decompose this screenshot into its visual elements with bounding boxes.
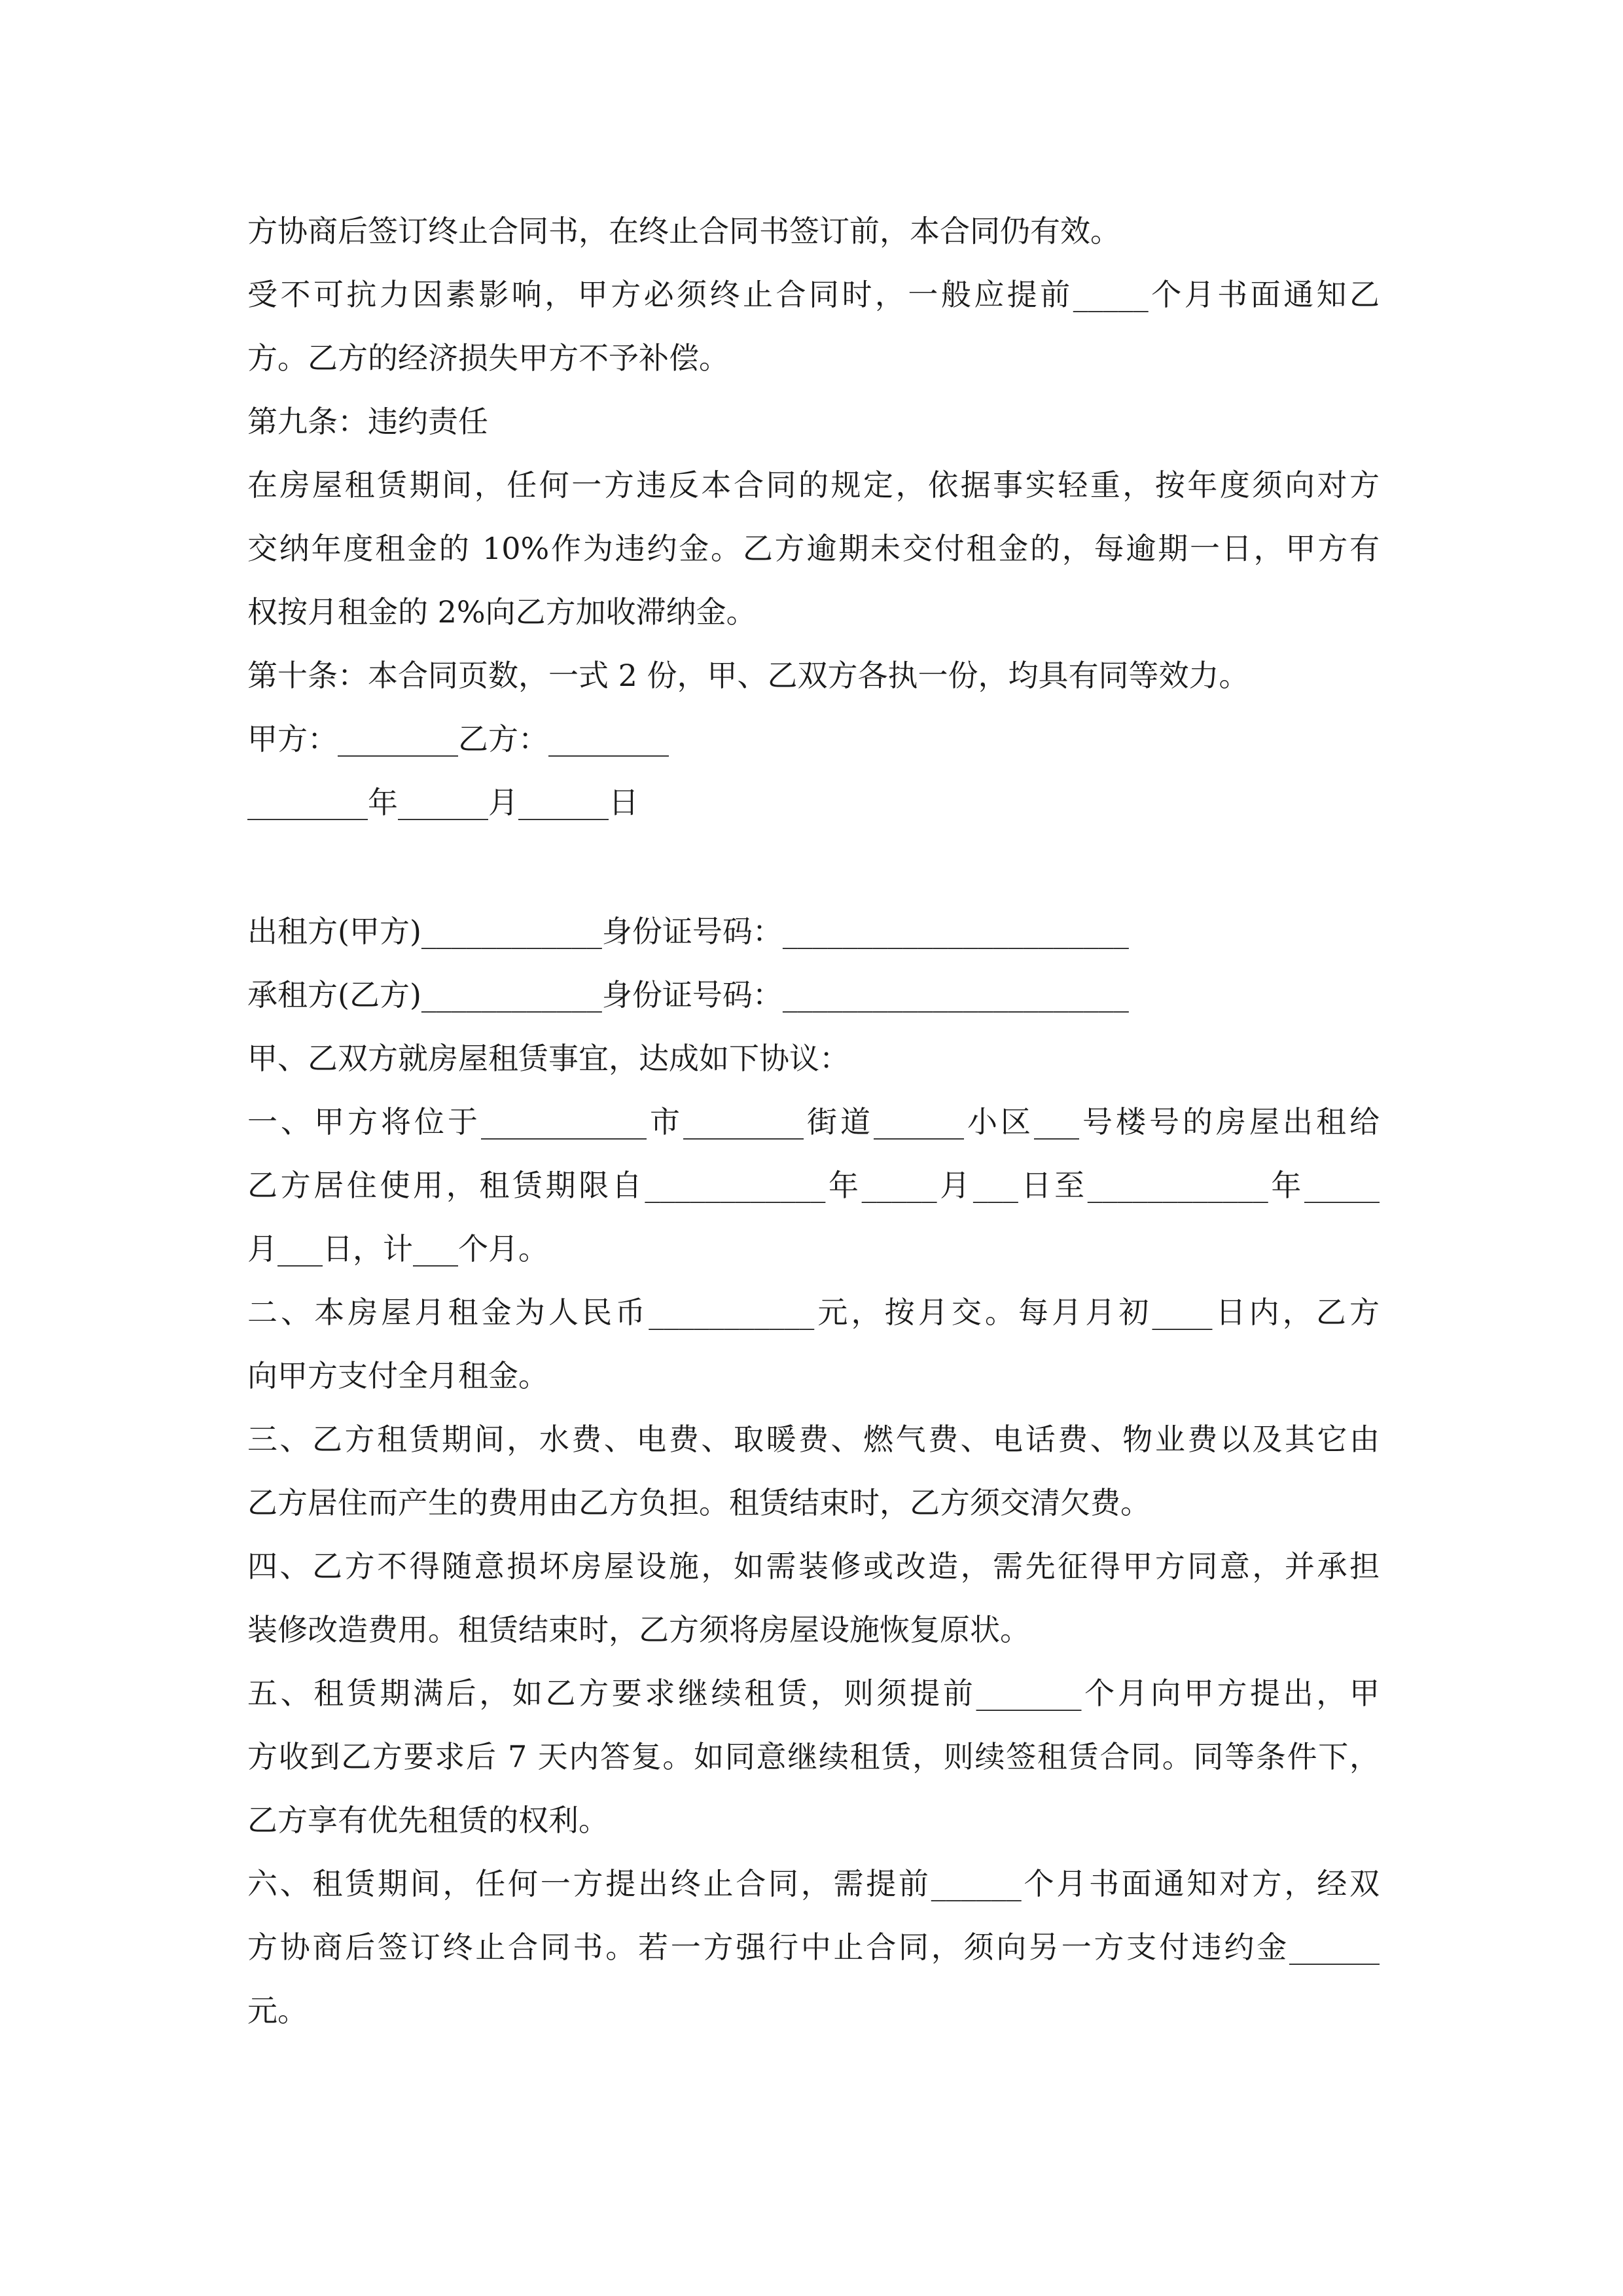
clause-line: 装修改造费用。租赁结束时，乙方须将房屋设施恢复原状。	[247, 1612, 1030, 1647]
paragraph-line: 在房屋租赁期间，任何一方违反本合同的规定，依据事实轻重，按年度须向对方	[247, 467, 1380, 503]
clause-line: 五、租赁期满后，如乙方要求继续租赁，则须提前_______个月向甲方提出，甲	[247, 1676, 1380, 1711]
clause-line: 乙方享有优先租赁的权利。	[247, 1803, 609, 1838]
clause-line: 乙方居住使用，租赁期限自____________年_____月___日至____________年_____	[247, 1168, 1380, 1203]
clause-line: 元。	[247, 1993, 308, 2028]
lessee-line: 承租方(乙方)____________身份证号码：_______________________	[247, 977, 1129, 1013]
paragraph-line: 权按月租金的 2%向乙方加收滞纳金。	[247, 594, 757, 630]
clause-line: 方协商后签订终止合同书。若一方强行中止合同，须向另一方支付违约金______	[247, 1929, 1380, 1965]
paragraph-line: 交纳年度租金的 10%作为违约金。乙方逾期未交付租金的，每逾期一日，甲方有	[247, 531, 1380, 566]
paragraph-line: 方。乙方的经济损失甲方不予补偿。	[247, 340, 729, 376]
clause-line: 方收到乙方要求后 7 天内答复。如同意继续租赁，则续签租赁合同。同等条件下，	[247, 1739, 1380, 1774]
clause-line: 月___日，计___个月。	[247, 1231, 548, 1266]
clause-line: 一、甲方将位于___________市________街道______小区___号楼号的房屋出租给	[247, 1104, 1380, 1139]
date-line: ________年______月______日	[247, 785, 639, 820]
paragraph-line: 方协商后签订终止合同书，在终止合同书签订前，本合同仍有效。	[247, 213, 1120, 249]
clause-line: 六、租赁期间，任何一方提出终止合同，需提前______个月书面通知对方，经双	[247, 1866, 1380, 1901]
clause-line: 向甲方支付全月租金。	[247, 1358, 548, 1393]
article-heading: 第九条：违约责任	[247, 404, 488, 439]
contract-section-continued	[247, 200, 1380, 834]
clause-line: 乙方居住而产生的费用由乙方负担。租赁结束时，乙方须交清欠费。	[247, 1485, 1150, 1520]
rental-contract-body	[247, 900, 1380, 2043]
clause-line: 二、本房屋月租金为人民币___________元，按月交。每月月初____日内，乙方	[247, 1295, 1380, 1330]
signature-line: 甲方：________乙方：________	[247, 721, 669, 757]
lessor-line: 出租方(甲方)____________身份证号码：_______________________	[247, 914, 1129, 949]
paragraph-line: 甲、乙双方就房屋租赁事宜，达成如下协议：	[247, 1041, 849, 1076]
clause-line: 三、乙方租赁期间，水费、电费、取暖费、燃气费、电话费、物业费以及其它由	[247, 1422, 1380, 1457]
paragraph-line: 受不可抗力因素影响，甲方必须终止合同时，一般应提前_____个月书面通知乙	[247, 277, 1380, 312]
clause-line: 四、乙方不得随意损坏房屋设施，如需装修或改造，需先征得甲方同意，并承担	[247, 1549, 1380, 1584]
paragraph-line: 第十条：本合同页数，一式 2 份，甲、乙双方各执一份，均具有同等效力。	[247, 658, 1249, 693]
